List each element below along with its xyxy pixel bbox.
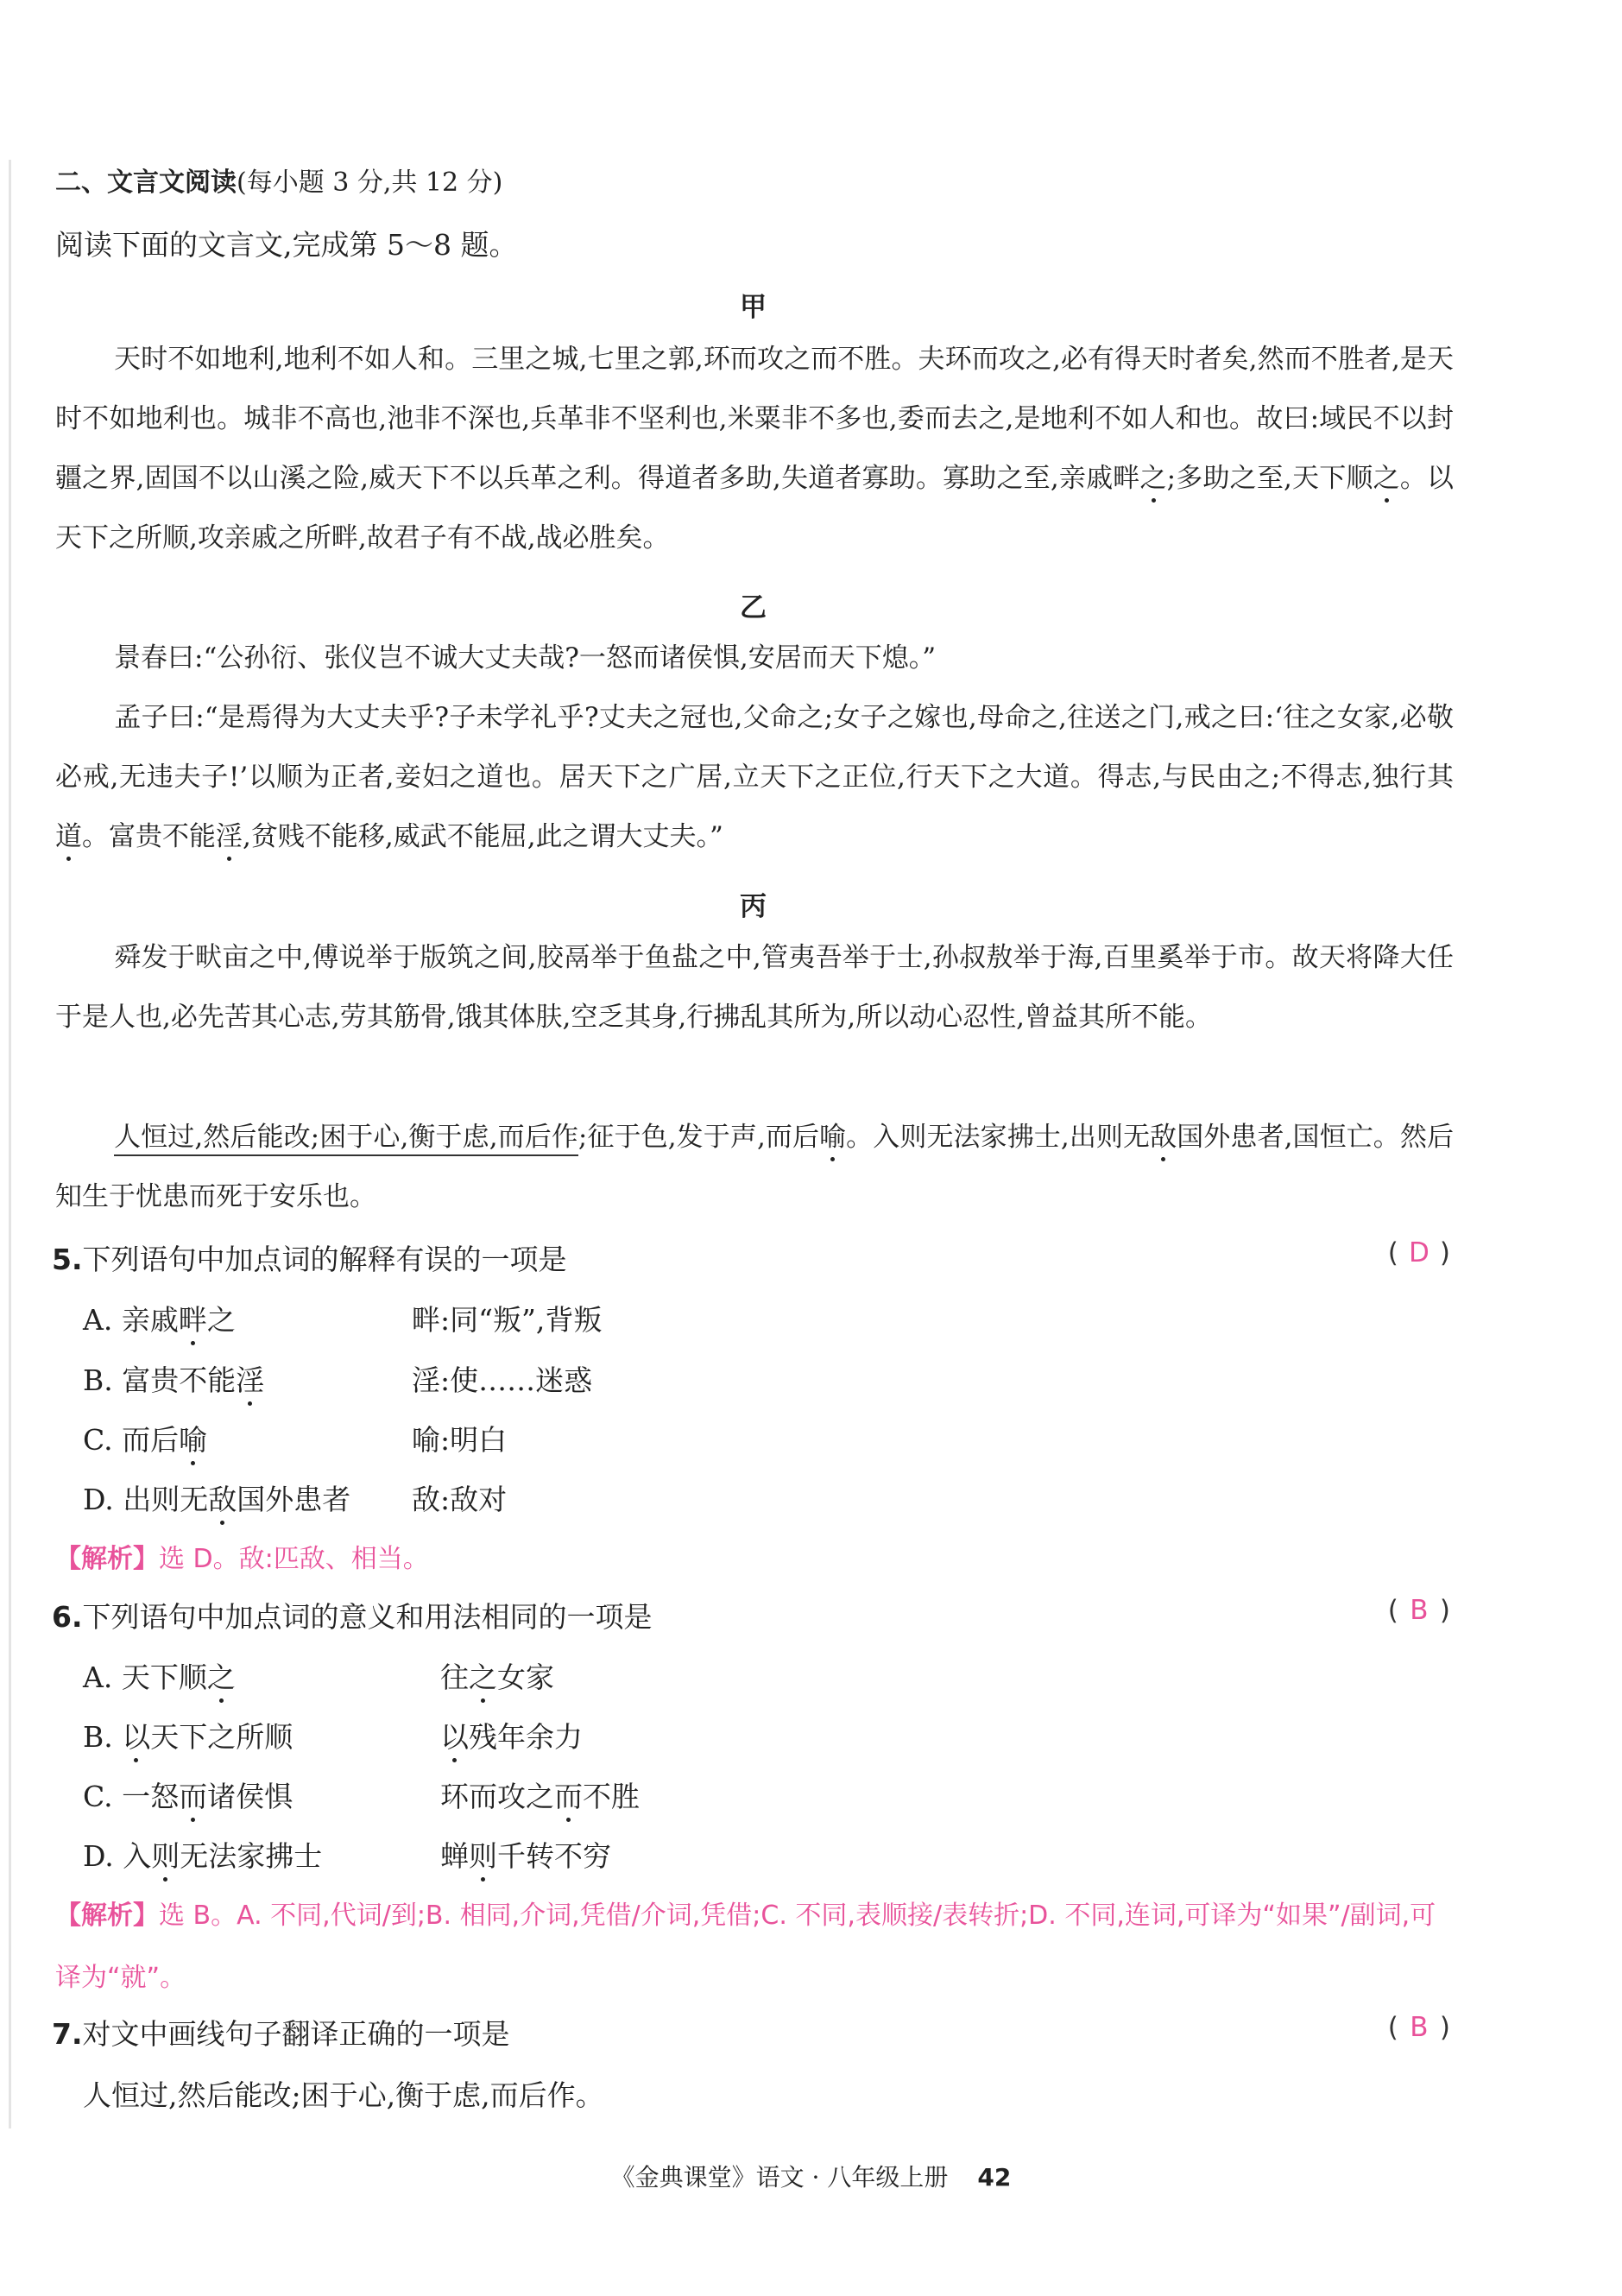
passage-label-bing: 丙 [740, 891, 767, 922]
dotted-word: 敌 [208, 1483, 237, 1516]
q6-option-a-compare: 往之女家 [440, 1660, 554, 1694]
page-number: 42 [977, 2163, 1012, 2192]
left-margin-line [9, 160, 11, 2128]
passage-jia: 天时不如地利,地利不如人和。三里之城,七里之郭,环而攻之而不胜。夫环而攻之,必有得天时者矣,然而不胜者,是天时不如地利也。城非不高也,池非不深也,兵革非不坚利也,米粟非不多也,委而去之,是地利不如人和也。故曰:域民不以封疆之界,固国不以山溪之险,威天下不以兵革之利。得道者多助,失道者寡助。寡助之至,亲戚畔之;多助之至,天下顺之。以天下之所顺,攻亲戚之所畔,故君子有不战,战必胜矣。 [55, 344, 1454, 553]
dotted-word: 而 [554, 1780, 583, 1813]
q5-option-b: B. 富贵不能淫 [83, 1363, 265, 1397]
dotted-word: 喻 [179, 1423, 208, 1457]
dotted-word: 淫 [216, 821, 243, 852]
book-title: 《金典课堂》语文 · 八年级上册 [610, 2163, 949, 2192]
dotted-word: 而 [179, 1780, 208, 1813]
dotted-word: 之 [206, 1660, 236, 1694]
q6-option-b: B. 以天下之所顺 [83, 1720, 293, 1754]
page-footer [0, 2159, 1622, 2193]
dotted-word: 之 [1139, 463, 1167, 494]
dotted-word: 道 [55, 821, 82, 852]
q5-option-c: C. 而后喻 [83, 1423, 208, 1457]
question-number: 6. [52, 1600, 83, 1634]
passage-label-yi: 乙 [740, 592, 767, 623]
dotted-word: 淫 [236, 1363, 265, 1397]
reading-instruction: 阅读下面的文言文,完成第 5～8 题。 [55, 228, 518, 262]
dotted-word: 之 [1373, 463, 1400, 494]
passage-bing-p2: 人恒过,然后能改;困于心,衡于虑,而后作;征于色,发于声,而后喻。入则无法家拂士,出则无敌国外患者,国恒亡。然后知生于忧患而死于安乐也。 [55, 1122, 1454, 1212]
answer-bracket: ( B ) [1387, 1595, 1450, 1626]
answer-bracket: ( D ) [1387, 1237, 1450, 1268]
passage-yi-p1: 景春曰:“公孙衍、张仪岂不诚大丈夫哉?一怒而诸侯惧,安居而天下熄。” [114, 642, 937, 674]
passage-label-jia: 甲 [740, 292, 767, 323]
section-title: 二、文言文阅读 [55, 168, 237, 198]
question-5 [52, 1237, 1450, 1278]
dotted-word: 则 [469, 1839, 497, 1873]
question-6 [52, 1595, 1450, 1635]
q5-option-a-meaning: 畔:同“叛”,背叛 [412, 1303, 603, 1337]
q7-sentence: 人恒过,然后能改;困于心,衡于虑,而后作。 [83, 2078, 604, 2112]
q6-option-b-compare: 以残年余力 [440, 1720, 583, 1754]
dotted-word: 之 [469, 1660, 497, 1694]
answer-letter: D [1408, 1237, 1430, 1268]
dotted-word: 以 [122, 1720, 151, 1754]
dotted-word: 则 [151, 1839, 180, 1873]
section-score-note: (每小题 3 分,共 12 分) [237, 168, 503, 198]
q5-option-d: D. 出则无敌国外患者 [83, 1483, 351, 1516]
q6-explanation: 【解析】选 B。A. 不同,代词/到;B. 相同,介词,凭借/介词,凭借;C. 不同,表顺接/表转折;D. 不同,连词,可译为“如果”/副词,可译为“就”。 [55, 1901, 1436, 1993]
q5-option-a: A. 亲戚畔之 [83, 1303, 236, 1337]
question-number: 5. [52, 1243, 83, 1276]
q6-option-c: C. 一怒而诸侯惧 [83, 1780, 293, 1813]
underlined-sentence: 人恒过,然后能改;困于心,衡于虑,而后作 [114, 1122, 578, 1156]
dotted-word: 畔 [178, 1303, 207, 1337]
q5-explanation: 【解析】选 D。敌:匹敌、相当。 [55, 1544, 429, 1574]
question-text: 下列语句中加点词的解释有误的一项是 [82, 1243, 567, 1276]
dotted-word: 敌 [1150, 1122, 1177, 1153]
q5-option-d-meaning: 敌:敌对 [412, 1483, 508, 1516]
question-7 [52, 2012, 1450, 2052]
passage-bing-p1: 舜发于畎亩之中,傅说举于版筑之间,胶鬲举于鱼盐之中,管夷吾举于士,孙叔敖举于海,百里奚举于市。故天将降大任于是人也,必先苦其心志,劳其筋骨,饿其体肤,空乏其身,行拂乱其所为,所以动心忍性,曾益其所不能。 [55, 942, 1454, 1033]
answer-bracket: ( B ) [1387, 2012, 1450, 2043]
answer-letter: B [1410, 2012, 1429, 2043]
q6-option-d-compare: 蝉则千转不穷 [440, 1839, 611, 1873]
passage-yi-p2: 孟子曰:“是焉得为大丈夫乎?子未学礼乎?丈夫之冠也,父命之;女子之嫁也,母命之,往送之门,戒之曰:‘往之女家,必敬必戒,无违夫子!’以顺为正者,妾妇之道也。居天下之广居,立天下之正位,行天下之大道。得志,与民由之;不得志,独行其道。富贵不能淫,贫贱不能移,威武不能屈,此之谓大丈夫。” [55, 702, 1454, 852]
q5-option-c-meaning: 喻:明白 [412, 1423, 508, 1457]
dotted-word: 以 [440, 1720, 469, 1754]
question-text: 对文中画线句子翻译正确的一项是 [82, 2017, 510, 2051]
dotted-word: 喻 [819, 1122, 847, 1153]
q6-option-c-compare: 环而攻之而不胜 [440, 1780, 640, 1813]
q5-option-b-meaning: 淫:使……迷惑 [412, 1363, 593, 1397]
q6-option-d: D. 入则无法家拂士 [83, 1839, 323, 1873]
q6-option-a: A. 天下顺之 [83, 1660, 236, 1694]
answer-letter: B [1410, 1595, 1429, 1626]
section-heading [55, 161, 502, 199]
question-text: 下列语句中加点词的意义和用法相同的一项是 [82, 1600, 653, 1634]
question-number: 7. [52, 2017, 83, 2051]
